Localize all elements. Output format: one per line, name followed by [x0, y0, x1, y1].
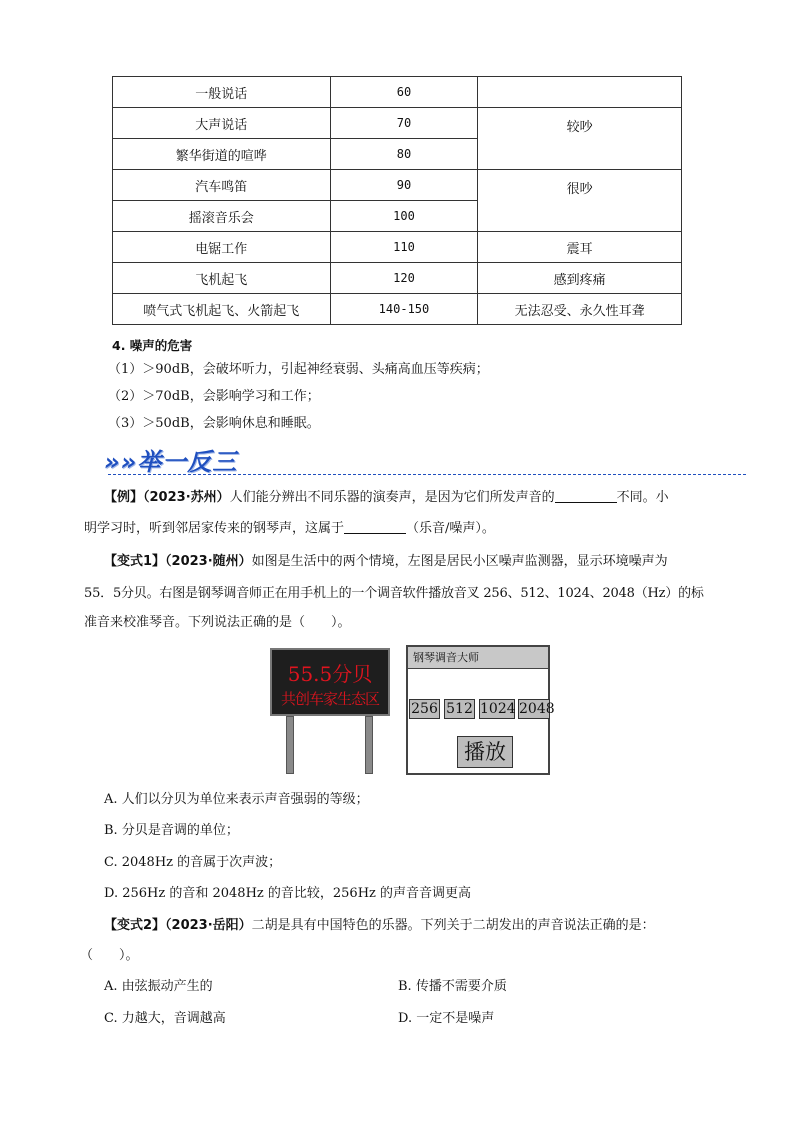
freq-button-1024[interactable]: 1024: [480, 701, 516, 717]
table-cell-source: 繁华街道的喧哗: [113, 139, 331, 170]
table-cell-feel: 感到疼痛: [478, 263, 682, 294]
divider: [108, 474, 746, 475]
table-cell-source: 汽车鸣笛: [113, 170, 331, 201]
variant1-line-3: 准音来校准琴音。下列说法正确的是（ ）。: [84, 615, 351, 630]
list-item: （1）＞90dB，会破坏听力，引起神经衰弱、头痛高血压等疾病；: [108, 362, 489, 377]
variant1-tag: 【变式1】: [104, 554, 166, 569]
table-row: [113, 108, 682, 139]
table-cell-source: 大声说话: [113, 108, 331, 139]
example-text: 人们能分辨出不同乐器的演奏声，是因为它们所发声音的: [229, 490, 555, 505]
sign-post-right: [365, 716, 373, 774]
table-cell-feel: 很吵: [478, 170, 682, 232]
table-cell-db: 70: [330, 108, 478, 139]
section-heading: 4. 噪声的危害: [112, 338, 193, 353]
sign-community-name: 共创车家生态区: [280, 690, 379, 708]
freq-button-2048[interactable]: 2048: [519, 701, 555, 717]
table-cell-source: 摇滚音乐会: [113, 201, 331, 232]
example-text: 不同。小: [616, 490, 669, 505]
answer-blank[interactable]: [344, 519, 406, 534]
option-c: C. 2048Hz 的音属于次声波；: [104, 855, 282, 870]
table-cell-db: 90: [330, 170, 478, 201]
variant2-source: （2023·岳阳）: [165, 918, 252, 933]
sign-post-left: [286, 716, 294, 774]
table-cell-source: 飞机起飞: [113, 263, 331, 294]
variant1-line-2: 55．5分贝。右图是钢琴调音师正在用手机上的一个调音软件播放音叉 256、512、1024、2048（Hz）的标: [84, 586, 704, 601]
example-line-1: [104, 482, 734, 513]
variant2-line-2: （ ）。: [80, 948, 139, 963]
sign-decibel-readout: 55.5分贝: [287, 662, 373, 686]
example-tag: 【例】: [104, 490, 144, 505]
noise-monitor-sign: [270, 648, 390, 716]
example-text: （乐音/噪声）。: [406, 521, 495, 536]
play-button[interactable]: 播放: [457, 736, 513, 768]
answer-blank[interactable]: [555, 488, 617, 503]
table-cell-feel: 较吵: [478, 108, 682, 170]
table-row: [113, 170, 682, 201]
table-cell-db: 60: [330, 77, 478, 108]
variant1-source: （2023·随州）: [165, 554, 252, 569]
table-cell-feel: [478, 77, 682, 108]
example-source: （2023·苏州）: [143, 490, 230, 505]
option-b: B. 传播不需要介质: [398, 979, 507, 994]
table-cell-feel: 无法忍受、永久性耳聋: [478, 294, 682, 325]
option-a: A. 由弦振动产生的: [104, 979, 213, 994]
table-row: [113, 232, 682, 263]
variant2-text: 二胡是具有中国特色的乐器。下列关于二胡发出的声音说法正确的是：: [251, 918, 655, 933]
noise-level-table: [112, 76, 682, 325]
variant1-text: 如图是生活中的两个情境，左图是居民小区噪声监测器，显示环境噪声为: [251, 554, 668, 569]
freq-button-256[interactable]: 256: [409, 699, 440, 719]
table-cell-feel: 震耳: [478, 232, 682, 263]
example-line-2: [84, 513, 714, 544]
tuning-app-screen: [406, 645, 555, 775]
variant1-line-1: [104, 546, 734, 577]
table-cell-source: 一般说话: [113, 77, 331, 108]
option-b: B. 分贝是音调的单位；: [104, 823, 239, 838]
example-text: 明学习时，听到邻居家传来的钢琴声，这属于: [84, 521, 345, 536]
option-d: D. 一定不是噪声: [398, 1011, 495, 1026]
option-d: D. 256Hz 的音和 2048Hz 的音比较，256Hz 的声音音调更高: [104, 886, 472, 901]
table-row: [113, 263, 682, 294]
list-item: （2）＞70dB，会影响学习和工作；: [108, 389, 320, 404]
table-cell-db: 80: [330, 139, 478, 170]
section-banner: [104, 442, 237, 477]
table-row: [113, 77, 682, 108]
table-cell-db: 140-150: [330, 294, 478, 325]
freq-button-512[interactable]: 512: [444, 699, 475, 719]
banner-title: 举一反三: [137, 448, 238, 476]
option-c: C. 力越大，音调越高: [104, 1011, 226, 1026]
list-item: （3）＞50dB，会影响休息和睡眠。: [108, 416, 320, 431]
table-cell-db: 120: [330, 263, 478, 294]
variant2-line-1: [104, 910, 734, 941]
table-row: [113, 294, 682, 325]
option-a: A. 人们以分贝为单位来表示声音强弱的等级；: [104, 792, 369, 807]
variant2-tag: 【变式2】: [104, 918, 166, 933]
table-cell-db: 110: [330, 232, 478, 263]
table-cell-source: 喷气式飞机起飞、火箭起飞: [113, 294, 331, 325]
table-cell-source: 电锯工作: [113, 232, 331, 263]
app-title: 钢琴调音大师: [408, 647, 548, 669]
table-cell-db: 100: [330, 201, 478, 232]
arrow-icon: »»: [104, 448, 138, 476]
